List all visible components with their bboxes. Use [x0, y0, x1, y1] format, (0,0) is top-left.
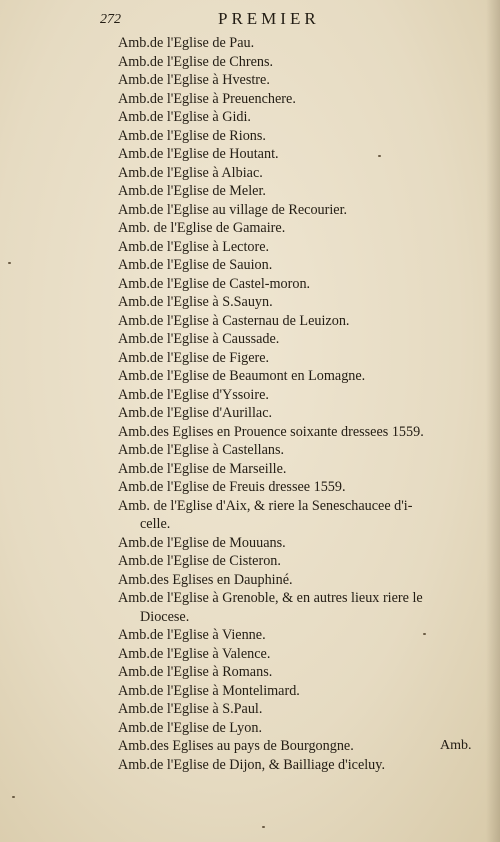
list-item-continuation: celle. [140, 516, 171, 532]
list-item: Amb.de l'Eglise de Lyon. [118, 719, 263, 736]
page-gutter-shadow [486, 0, 500, 842]
catchword: Amb. [440, 738, 472, 753]
list-item: Amb.de l'Eglise à Albiac. [118, 164, 263, 181]
list-item: Amb.des Eglises en Prouence soixante dressees 1559. [118, 423, 424, 440]
list-item: Amb.de l'Eglise à Hvestre. [118, 72, 270, 88]
paper-speck [423, 633, 426, 635]
list-item: Amb.de l'Eglise de Sauion. [118, 257, 273, 273]
paper-speck [378, 155, 381, 157]
page-number: 272 [100, 12, 121, 27]
list-item: Amb. de l'Eglise de Gamaire. [118, 220, 286, 236]
list-item: Amb.de l'Eglise de Rions. [118, 127, 266, 144]
list-item: Amb.de l'Eglise de Marseille. [118, 460, 287, 477]
list-item: Amb.de l'Eglise à Romans. [118, 664, 273, 680]
paper-speck [262, 826, 265, 828]
list-item: Amb.de l'Eglise à Gidi. [118, 109, 251, 125]
list-item: Amb.de l'Eglise à S.Paul. [118, 701, 263, 717]
list-item: Amb.des Eglises au pays de Bourgongne. [118, 738, 354, 754]
list-item: Amb.de l'Eglise de Meler. [118, 183, 266, 199]
list-item: Amb.de l'Eglise d'Aurillac. [118, 405, 273, 421]
list-item: Amb.de l'Eglise de Chrens. [118, 53, 274, 70]
list-item: Amb.de l'Eglise de Figere. [118, 349, 270, 366]
page-header [0, 9, 500, 31]
list-item: Amb.de l'Eglise de Castel-moron. [118, 275, 311, 292]
list-item: Amb.de l'Eglise d'Yssoire. [118, 386, 269, 403]
list-item: Amb.de l'Eglise à Montelimard. [118, 682, 300, 699]
list-item-continuation: Diocese. [140, 608, 190, 625]
list-item: Amb.de l'Eglise à Castellans. [118, 442, 285, 458]
list-item: Amb.de l'Eglise de Freuis dressee 1559. [118, 479, 346, 495]
list-item: Amb.de l'Eglise à Valence. [118, 645, 271, 662]
list-item: Amb.de l'Eglise à Vienne. [118, 627, 266, 643]
list-item: Amb.de l'Eglise à Caussade. [118, 331, 280, 347]
running-title: PREMIER [218, 9, 320, 28]
list-item: Amb.de l'Eglise de Beaumont en Lomagne. [118, 368, 366, 384]
list-item: Amb. de l'Eglise d'Aix, & riere la Seneschaucee d'i- [118, 497, 413, 514]
list-item: Amb.de l'Eglise de Cisteron. [118, 553, 281, 569]
list-item: Amb.de l'Eglise à Grenoble, & en autres lieux riere le [118, 590, 423, 606]
list-item: Amb.de l'Eglise de Pau. [118, 35, 255, 51]
list-item: Amb.de l'Eglise à S.Sauyn. [118, 294, 273, 310]
paper-speck [8, 262, 11, 264]
list-item: Amb.de l'Eglise de Dijon, & Bailliage d'iceluy. [118, 756, 385, 773]
list-item: Amb.de l'Eglise à Casternau de Leuizon. [118, 312, 350, 329]
list-item: Amb.de l'Eglise de Houtant. [118, 146, 279, 162]
list-item: Amb.de l'Eglise à Preuenchere. [118, 90, 296, 107]
list-item: Amb.de l'Eglise de Mouuans. [118, 534, 286, 551]
list-item: Amb.de l'Eglise au village de Recourier. [118, 201, 348, 218]
list-item: Amb.de l'Eglise à Lectore. [118, 238, 270, 255]
list-item: Amb.des Eglises en Dauphiné. [118, 571, 293, 588]
paper-speck [12, 796, 15, 798]
